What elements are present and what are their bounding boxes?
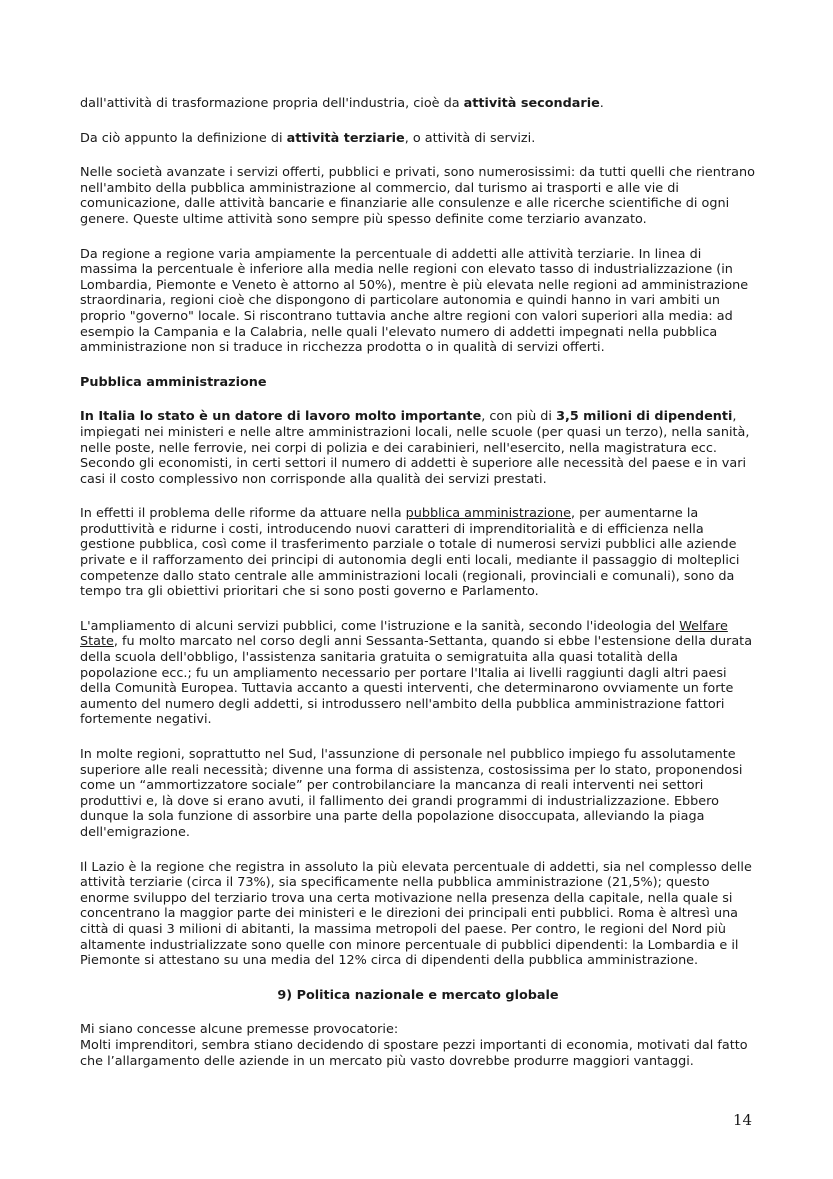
paragraph-4: Da regione a regione varia ampiamente la percentuale di addetti alle attività terziarie. In linea di massima la percentuale è inferiore alla media nelle regioni con elevato tasso di industrializzazione (in Lombardia, Piemonte e Veneto è attorno al 50%), mentre è più elevata nelle regioni ad amministrazione straordinaria, regioni cioè che dispongono di particolare autonomia e quindi hanno in vari ambiti un proprio "governo" locale. Si riscontrano tuttavia anche altre regioni con valori superiori alla media: ad esempio la Campania e la Calabria, nelle quali l'elevato numero di addetti impegnati nella pubblica amministrazione non si traduce in ricchezza prodotta o in qualità di servizi offerti. bbox=[80, 246, 749, 356]
paragraph-10: Molti imprenditori, sembra stiano decidendo di spostare pezzi importanti di economia, motivati dal fatto che l’allargamento delle aziende in un mercato più vasto dovrebbe produrre maggiori vantaggi. bbox=[80, 1037, 748, 1069]
section-heading: Pubblica amministrazione bbox=[80, 374, 267, 390]
paragraph-2: Da ciò appunto la definizione di attività terziarie, o attività di servizi. bbox=[80, 130, 536, 146]
paragraph-1: dall'attività di trasformazione propria dell'industria, cioè da attività secondarie. bbox=[80, 96, 604, 111]
section-heading-centered: 9) Politica nazionale e mercato globale bbox=[277, 987, 559, 1003]
page-number: 14 bbox=[733, 1111, 753, 1129]
bold-term: attività secondarie bbox=[463, 96, 600, 111]
link-welfare-state[interactable]: Welfare State bbox=[80, 618, 728, 650]
paragraph-5: In Italia lo stato è un datore di lavoro molto importante, con più di 3,5 milioni di dipendenti, impiegati nei ministeri e nelle altre amministrazioni locali, nelle scuole (per quasi un terzo), nella sanità, nelle poste, nelle ferrovie, nei corpi di polizia e dei carabinieri, nell'esercito, nella magistratura ecc. Secondo gli economisti, in certi settori il numero di addetti è superiore alle necessità del paese e in vari casi il costo complessivo non corrisponde alla qualità dei servizi prestati. bbox=[80, 409, 750, 487]
bold-term: attività terziarie bbox=[286, 130, 405, 146]
paragraph-9: Il Lazio è la regione che registra in assoluto la più elevata percentuale di addetti, sia nel complesso delle attività terziarie (circa il 73%), sia specificamente nella pubblica amministrazione (21,5%); questo enorme sviluppo del terziario trova una certa motivazione nella presenza della capitale, nella quale si concentrano la maggior parte dei ministeri e le direzioni dei principali enti pubblici. Roma è altresì una città di quasi 3 milioni di abitanti, la massima metropoli del paese. Per contro, le regioni del Nord più altamente industrializzate sono quelle con minore percentuale di pubblici dipendenti: la Lombardia e il Piemonte si attestano su una media del 12% circa di dipendenti della pubblica amministrazione. bbox=[80, 859, 752, 969]
paragraph-10-intro: Mi siano concesse alcune premesse provocatorie: bbox=[80, 1022, 399, 1038]
paragraph-6: In effetti il problema delle riforme da attuare nella pubblica amministrazione, per aumentarne la produttività e ridurne i costi, introducendo nuovi caratteri di imprenditorialità e di efficienza nella gestione pubblica, così come il trasferimento parziale o totale di numerosi servizi pubblici alle aziende private e il rafforzamento dei principi di autonomia degli enti locali, mediante il passaggio di molteplici competenze dallo stato centrale alle amministrazioni locali (regionali, provinciali e comunali), sono da tempo tra gli obiettivi prioritari che si sono posti governo e Parlamento. bbox=[80, 506, 740, 600]
paragraph-7: L'ampliamento di alcuni servizi pubblici, come l'istruzione e la sanità, secondo l'ideologia del Welfare State, fu molto marcato nel corso degli anni Sessanta-Settanta, quando si ebbe l'estensione della durata della scuola dell'obbligo, l'assistenza sanitaria gratuita o semigratuita alla quasi totalità della popolazione ecc.; fu un ampliamento necessario per portare l'Italia ai livelli raggiunti dagli altri paesi della Comunità Europea. Tuttavia accanto a questi interventi, che determinarono ovviamente un forte aumento del numero degli addetti, si introdussero nell'ambito della pubblica amministrazione fattori fortemente negativi. bbox=[80, 618, 753, 728]
document-page bbox=[80, 96, 756, 1069]
paragraph-8: In molte regioni, soprattutto nel Sud, l'assunzione di personale nel pubblico impiego fu assolutamente superiore alle reali necessità; divenne una forma di assistenza, costosissima per lo stato, proponendosi come un “ammortizzatore sociale” per controbilanciare la mancanza di reali interventi nei settori produttivi e, là dove si erano avuti, il fallimento dei grandi programmi di industrializzazione. Ebbero dunque la sola funzione di assorbire una parte della popolazione disoccupata, alleviando la piaga dell'emigrazione. bbox=[80, 747, 743, 840]
bold-term: In Italia lo stato è un datore di lavoro molto importante bbox=[80, 409, 482, 425]
link-pubblica-amministrazione[interactable]: pubblica amministrazione bbox=[405, 506, 572, 522]
paragraph-3: Nelle società avanzate i servizi offerti, pubblici e privati, sono numerosissimi: da tutti quelli che rientrano nell'ambito della pubblica amministrazione al commercio, dal turismo ai trasporti e alle vie di comunicazione, dalle attività bancarie e finanziarie alle consulenze e alle ricerche scientifiche di ogni genere. Queste ultime attività sono sempre più spesso definite come terziario avanzato. bbox=[80, 165, 755, 227]
bold-term: 3,5 milioni di dipendenti bbox=[556, 409, 733, 425]
